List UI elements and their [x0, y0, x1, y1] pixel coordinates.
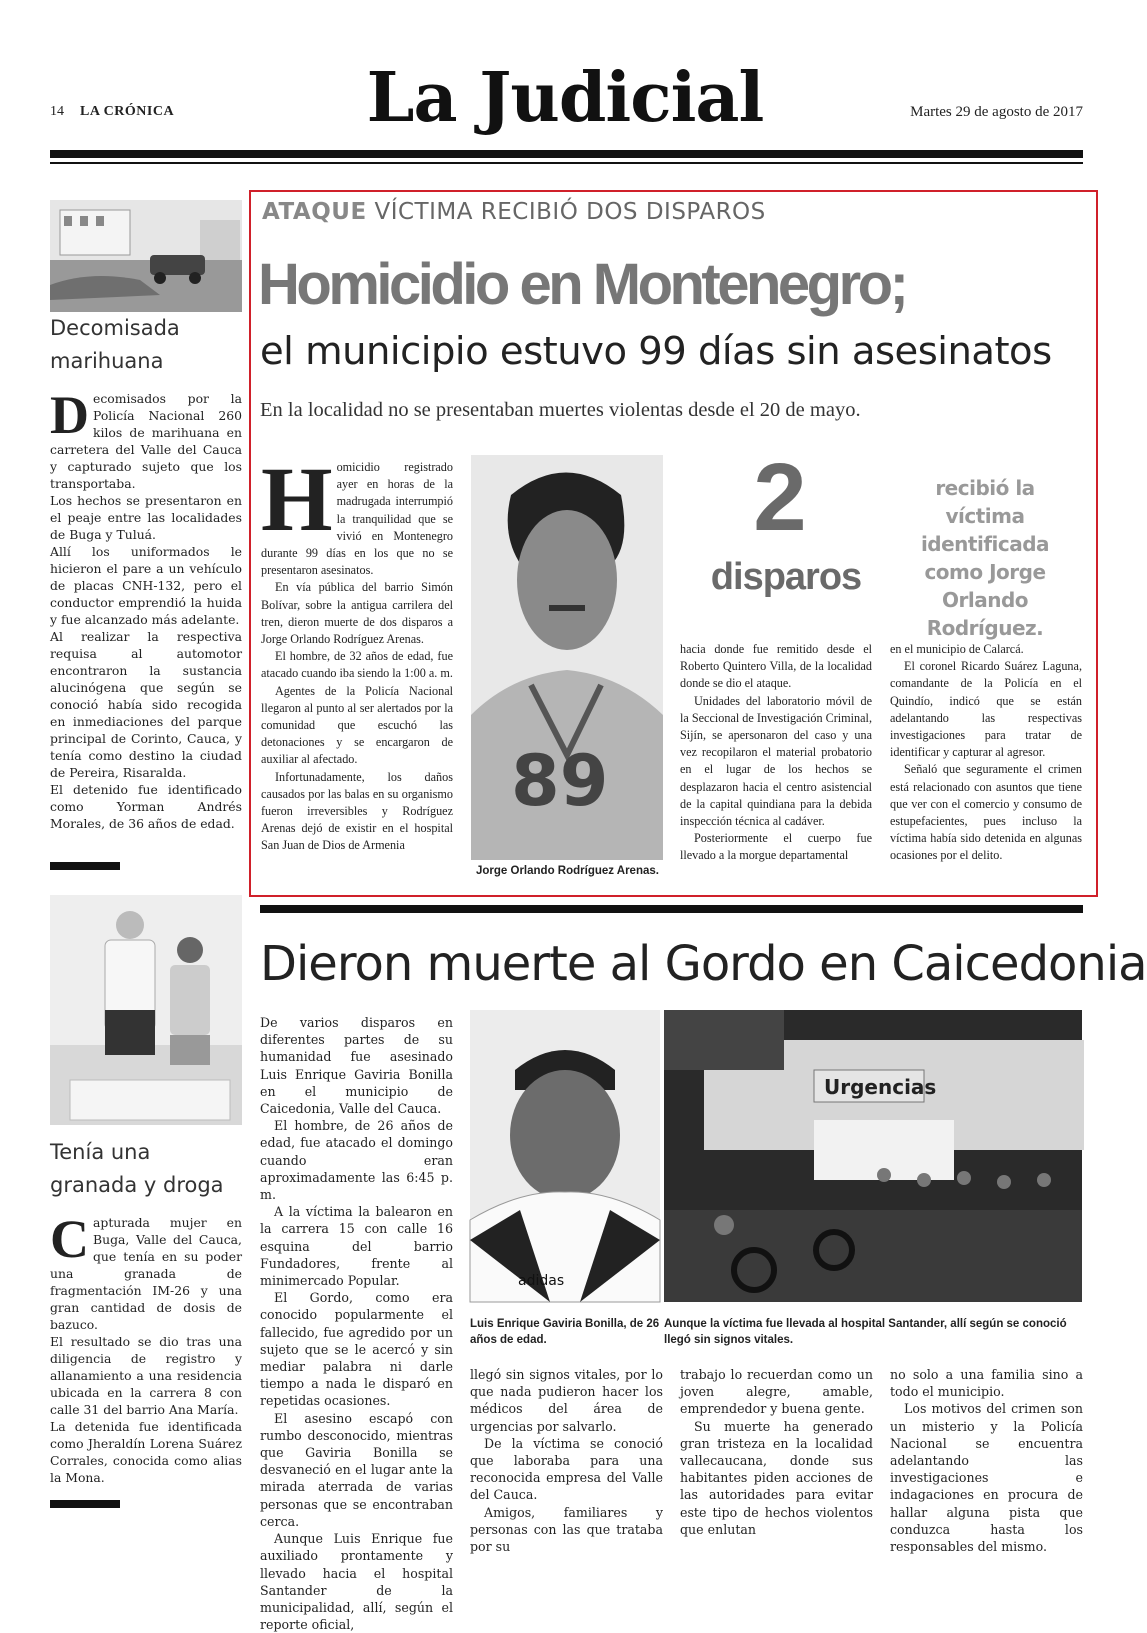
story-paragraph: Infortunadamente, los daños causados por las balas en su organismo fueron irreversibles y Rodríguez Arenas dejó de existir en el hospital San Juan de Dios de Armenia	[261, 769, 453, 853]
arrested-woman-photo	[50, 895, 242, 1125]
brief-body-marijuana	[50, 385, 242, 832]
brief-paragraph: Al realizar la respectiva requisa al automotor encontraron la sustancia alucinógena que según se conoció había sido recogida en inmediaciones del parque principal de Corinto, Cauca, y tenía como destino la ciudad de Pereira, Risaralda.	[50, 629, 242, 780]
story-paragraph: De la víctima se conoció que laboraba para una reconocida empresa del Valle del Cauca.	[470, 1435, 663, 1503]
section-masthead: La Judicial	[366, 58, 764, 138]
brief-paragraph: La detenida fue identificada como Jheraldín Lorena Suárez Corrales, conocida como alias la Mona.	[50, 1419, 242, 1485]
arrest-illustration	[50, 895, 242, 1125]
story-paragraph: trabajo lo recuerdan como un joven alegre, amable, emprendedor y buena gente.	[680, 1367, 873, 1417]
story-lead: omicidio registrado ayer en horas de la madrugada interrumpió la tranquilidad que se vivió en Montenegro durante 99 días en los que no se presentaron asesinatos.	[261, 460, 453, 578]
story-paragraph: Agentes de la Policía Nacional llegaron al punto al ser alertados por la comunidad que escuchó las detonaciones y se encargaron de auxiliar al afectado.	[261, 683, 453, 767]
story-paragraph: A la víctima la balearon en la carrera 15 con calle 16 esquina del barrio Fundadores, frente al minimercado Popular.	[260, 1204, 453, 1289]
story-column-2	[680, 641, 872, 865]
header-rule	[50, 150, 1083, 158]
story-paragraph: Señaló que seguramente el crimen está relacionado con asuntos que tiene que ver con el comercio y consumo de estupefacientes, pues incluso la víctima había sido detenida en algunas ocasiones por el delito.	[890, 762, 1082, 863]
story-paragraph: Amigos, familiares y personas con las que trataba por su	[470, 1504, 663, 1555]
brief-paragraph: El resultado se dio tras una diligencia de registro y allanamiento a una residencia ubicada en la carrera 8 con calle 31 del barrio Ana María.	[50, 1334, 242, 1417]
brief-title-grenade: Tenía una granada y droga	[50, 1140, 224, 1197]
story-paragraph: El hombre, de 32 años de edad, fue atacado cuando iba siendo la 1:00 a. m.	[261, 649, 453, 681]
story-paragraph: El hombre, de 26 años de edad, fue atacado el domingo cuando eran aproximadamente las 6:45 p. m.	[260, 1118, 453, 1203]
second-column-2	[470, 1366, 663, 1555]
second-headline: Dieron muerte al Gordo en Caicedonia	[260, 936, 1147, 992]
issue-date: Martes 29 de agosto de 2017	[910, 104, 1083, 120]
brief-paragraph: Allí los uniformados le hicieron el pare a un vehículo de placas CNH-132, pero el conductor emprendió la huida y fue alcanzado más adelante.	[50, 544, 242, 627]
story-paragraph: Unidades del laboratorio móvil de la Seccional de Investigación Criminal, Sijín, se apersonaron del caso y una vez recopilaron el material probatorio en el lugar de los hechos se desplazaron hacia el centro asistencial de la capital quindiana para la debida inspección técnica al cadáver.	[680, 693, 872, 829]
kicker-text: VÍCTIMA RECIBIÓ DOS DISPAROS	[374, 199, 766, 225]
story-paragraph: hacia donde fue remitido desde el Roberto Quintero Villa, de la localidad donde se dio el ataque.	[680, 642, 872, 691]
hospital-photo	[664, 1010, 1082, 1302]
main-headline: Homicidio en Montenegro;	[258, 252, 906, 317]
story-paragraph: El Gordo, como era conocido popularmente el fallecido, fue agredido por un sujeto que se le acercó y sin mediar palabra ni darle tiempo a nada le disparó en repetidas ocasiones.	[260, 1290, 453, 1409]
svg-text:adidas: adidas	[518, 1273, 565, 1289]
seized-marijuana-photo	[50, 200, 242, 312]
story-column-1	[261, 448, 453, 855]
brief-divider	[50, 862, 120, 870]
second-column-1	[260, 1014, 453, 1633]
seized-marijuana-illustration	[50, 200, 242, 312]
gordo-photo-caption: Luis Enrique Gaviria Bonilla, de 26 años de edad.	[470, 1318, 660, 1346]
newspaper-brand: LA CRÓNICA	[80, 104, 175, 119]
second-column-3	[680, 1366, 873, 1538]
stat-label: disparos	[710, 556, 862, 598]
story-paragraph: no solo a una familia sino a todo el municipio.	[890, 1367, 1083, 1400]
victim-portrait-illustration	[471, 455, 663, 860]
hospital-scene-illustration	[664, 1010, 1082, 1302]
main-subheadline: el municipio estuvo 99 días sin asesinatos	[260, 329, 1052, 374]
story-paragraph: en el municipio de Calarcá.	[890, 642, 1024, 656]
urgencias-sign: Urgencias	[824, 1075, 937, 1099]
story-divider	[260, 905, 1083, 913]
brief-paragraph: Los hechos se presentaron en el peaje entre las localidades de Buga y Tuluá.	[50, 493, 242, 542]
second-column-4	[890, 1366, 1083, 1555]
story-paragraph: Posteriormente el cuerpo fue llevado a la morgue departamental	[680, 831, 872, 863]
gordo-portrait-illustration	[470, 1010, 660, 1302]
brief-paragraph: El detenido fue identificado como Yorman Andrés Morales, de 36 años de edad.	[50, 782, 242, 831]
brief-body-grenade	[50, 1209, 242, 1486]
story-paragraph: El coronel Ricardo Suárez Laguna, comandante de la Policía en el Quindío, indicó que se están adelantando las respectivas investigaciones para tratar de identificar y capturar al agresor.	[890, 659, 1082, 760]
brief-title-marijuana: Decomisada marihuana	[50, 316, 180, 373]
brief-lead: ecomisados por la Policía Nacional 260 kilos de marihuana en carretera del Valle del Cauca y capturado sujeto que los transportaba.	[50, 391, 242, 491]
victim-photo	[471, 455, 663, 860]
story-column-3	[890, 641, 1082, 865]
stat-number: 2	[753, 444, 807, 551]
story-paragraph: llegó sin signos vitales, por lo que nada pudieron hacer los médicos del área de urgencias por salvarlo.	[470, 1367, 663, 1434]
svg-text:89: 89	[511, 740, 609, 822]
story-paragraph: El asesino escapó con rumbo desconocido, mientras que Gaviria Bonilla se desvaneció en el lugar ante la mirada aterrada de varias personas que se encontraban cerca.	[260, 1410, 453, 1529]
story-paragraph: De varios disparos en diferentes partes de su humanidad fue asesinado Luis Enrique Gaviria Bonilla en el municipio de Caicedonia, Valle del Cauca.	[260, 1015, 453, 1117]
story-kicker	[262, 199, 766, 225]
story-paragraph: Los motivos del crimen son un misterio y la Policía Nacional se encuentra adelantando las investigaciones e indagaciones en procura de hallar alguna pista que conduzca hasta los responsables del mismo.	[890, 1401, 1083, 1555]
drop-cap: D	[50, 385, 89, 445]
victim-photo-caption: Jorge Orlando Rodríguez Arenas.	[476, 865, 659, 877]
story-paragraph: Su muerte ha generado gran tristeza en la localidad vallecaucana, donde sus habitantes piden acciones de las autoridades para evitar este tipo de hechos violentos que enlutan	[680, 1418, 873, 1537]
story-paragraph: Aunque Luis Enrique fue auxiliado prontamente y llevado hacia el hospital Santander de la municipalidad, allí, según el reporte oficial,	[260, 1531, 453, 1633]
page-number: 14	[50, 104, 64, 119]
pull-quote: recibió la víctima identificada como Jorge Orlando Rodríguez.	[920, 476, 1050, 640]
gordo-victim-photo	[470, 1010, 660, 1302]
kicker-bold: ATAQUE	[262, 199, 367, 225]
drop-cap: H	[261, 448, 333, 550]
brief-lead: apturada mujer en Buga, Valle del Cauca, que tenía en su poder una granada de fragmentación IM-26 y una gran cantidad de dosis de bazuco.	[50, 1215, 242, 1332]
story-paragraph: En vía pública del barrio Simón Bolívar, sobre la antigua carrilera del tren, dieron muerte de dos disparos a Jorge Orlando Rodríguez Arenas.	[261, 580, 453, 647]
story-deck: En la localidad no se presentaban muertes violentas desde el 20 de mayo.	[260, 399, 861, 421]
header-rule-thin	[50, 162, 1083, 164]
brief-divider	[50, 1500, 120, 1508]
hospital-photo-caption: Aunque la víctima fue llevada al hospital Santander, allí según se conoció llegó sin signos vitales.	[664, 1318, 1067, 1346]
drop-cap: C	[50, 1209, 89, 1269]
